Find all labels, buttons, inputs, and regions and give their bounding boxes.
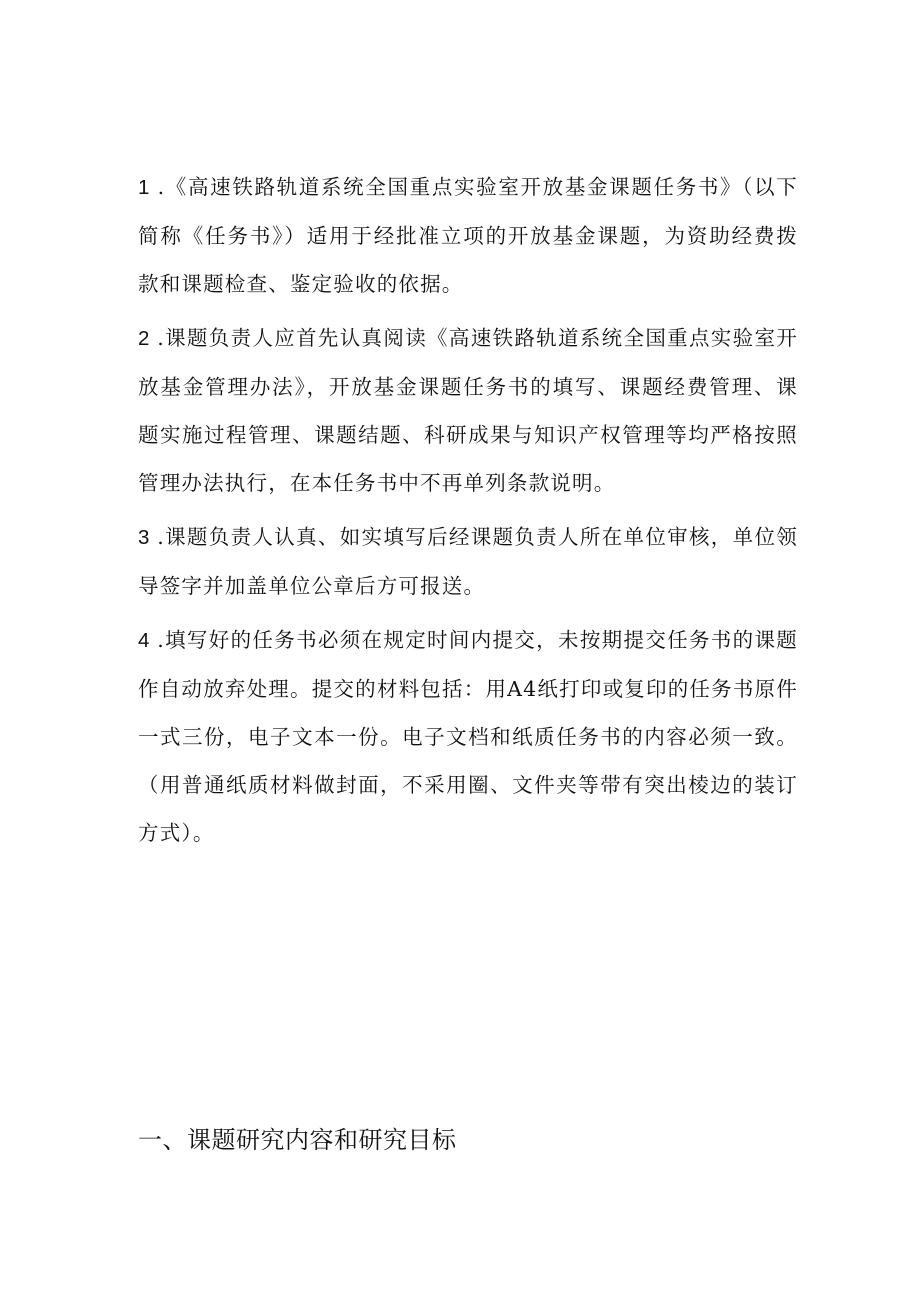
instructions-list bbox=[138, 163, 798, 863]
instruction-text: .填写好的任务书必须在规定时间内提交，未按期提交任务书的课题作自动放弃处理。提交的材料包括：用A4纸打印或复印的任务书原件一式三份，电子文本一份。电子文档和纸质任务书的内容必须一致。（用普通纸质材料做封面，不采用圈、文件夹等带有突出棱边的装订方式）。 bbox=[138, 628, 798, 845]
instruction-number: 4 bbox=[138, 629, 150, 652]
instruction-item-3 bbox=[138, 513, 798, 610]
instruction-number: 3 bbox=[138, 526, 150, 549]
instruction-text: .《高速铁路轨道系统全国重点实验室开放基金课题任务书》（以下简称《任务书》）适用于经批准立项的开放基金课题，为资助经费拨款和课题检查、鉴定验收的依据。 bbox=[138, 175, 798, 296]
instruction-text: .课题负责人应首先认真阅读《高速铁路轨道系统全国重点实验室开放基金管理办法》，开放基金课题任务书的填写、课题经费管理、课题实施过程管理、课题结题、科研成果与知识产权管理等均严格按照管理办法执行，在本任务书中不再单列条款说明。 bbox=[138, 326, 798, 495]
instruction-item-1 bbox=[138, 163, 798, 308]
instruction-item-2 bbox=[138, 314, 798, 507]
instruction-number: 1 bbox=[138, 176, 150, 199]
instruction-number: 2 bbox=[138, 327, 150, 350]
section-heading: 一、课题研究内容和研究目标 bbox=[138, 1126, 457, 1154]
instruction-item-4 bbox=[138, 616, 798, 857]
instruction-text: .课题负责人认真、如实填写后经课题负责人所在单位审核，单位领导签字并加盖单位公章后方可报送。 bbox=[138, 525, 798, 598]
